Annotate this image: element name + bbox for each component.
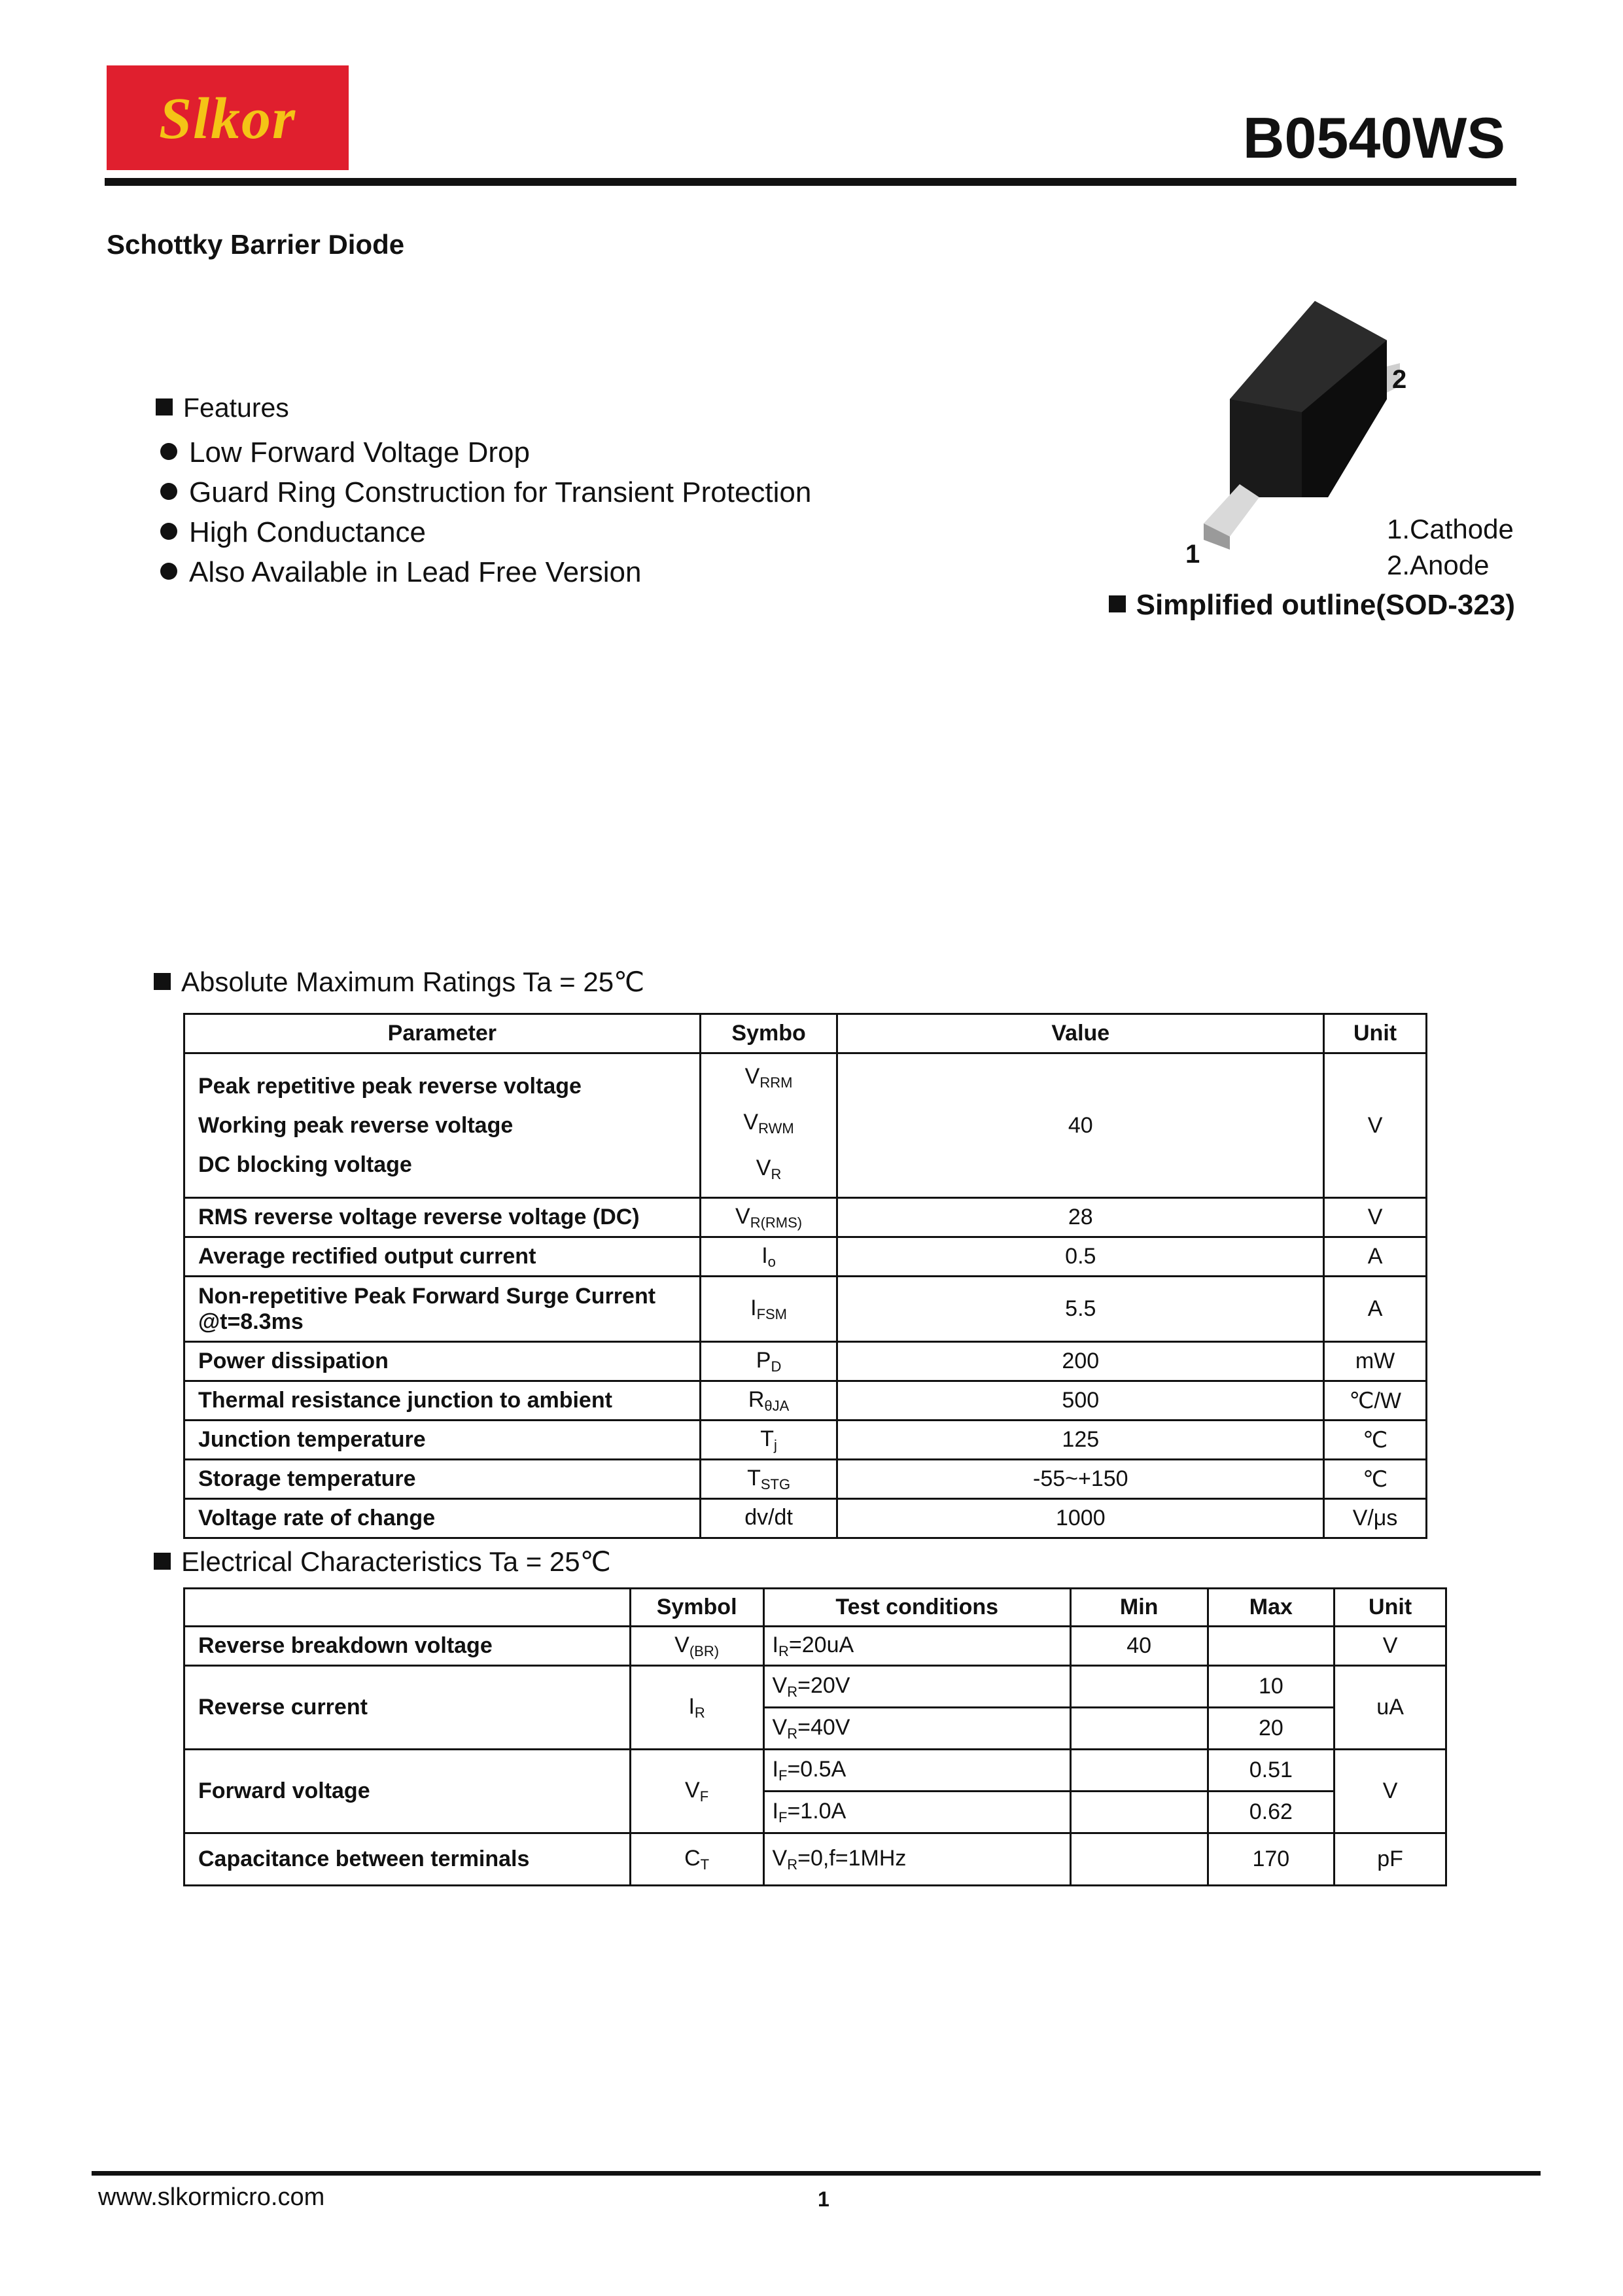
table-row [184, 1750, 1446, 1792]
abs-max-table [183, 1013, 1427, 1539]
max-cell: 20 [1208, 1708, 1335, 1750]
max-cell: 0.51 [1208, 1750, 1335, 1792]
table-row [184, 1666, 1446, 1708]
max-cell: 0.62 [1208, 1792, 1335, 1833]
value-cell: 0.5 [837, 1237, 1324, 1277]
pin2-label: 2 [1392, 365, 1407, 394]
max-cell: 10 [1208, 1666, 1335, 1708]
round-bullet-icon [160, 483, 177, 500]
value-cell: 28 [837, 1198, 1324, 1237]
value-cell: -55~+150 [837, 1460, 1324, 1499]
symbol-cell: $P_D$ [700, 1342, 837, 1381]
symbol-text: $V_{RRM}$ [744, 1064, 793, 1091]
header-rule [105, 178, 1516, 186]
sod323-package-icon [1191, 301, 1400, 563]
round-bullet-icon [160, 443, 177, 460]
parameter-cell: Forward voltage [184, 1750, 631, 1833]
page-number: 1 [818, 2187, 829, 2211]
parameter-cell: Reverse current [184, 1666, 631, 1750]
unit-cell: V [1335, 1627, 1446, 1666]
min-cell [1070, 1708, 1208, 1750]
document-subtitle: Schottky Barrier Diode [107, 229, 405, 260]
column-header: Value [837, 1014, 1324, 1053]
square-bullet-icon [1109, 595, 1126, 612]
table-header-row [184, 1589, 1446, 1627]
condition-cell: $I_R=20uA$ [763, 1627, 1070, 1666]
symbol-cell: $V_{(BR)}$ [630, 1627, 763, 1666]
unit-cell: pF [1335, 1833, 1446, 1886]
unit-cell: ℃/W [1324, 1381, 1427, 1421]
unit-cell: V [1324, 1198, 1427, 1237]
symbol-cell: $C_T$ [630, 1833, 763, 1886]
feature-text: High Conductance [189, 516, 427, 548]
column-header [184, 1589, 631, 1627]
feature-item [160, 476, 811, 509]
value-cell: 125 [837, 1421, 1324, 1460]
feature-text: Low Forward Voltage Drop [189, 436, 530, 468]
features-heading [156, 393, 289, 423]
symbol-cell: dv/dt [700, 1499, 837, 1538]
brand-logo-text: Slkor [158, 86, 297, 151]
parameter-cell: Power dissipation [184, 1342, 701, 1381]
unit-cell: V/μs [1324, 1499, 1427, 1538]
unit-cell: ℃ [1324, 1460, 1427, 1499]
symbol-cell: $I_{FSM}$ [700, 1277, 837, 1342]
table-row [184, 1342, 1427, 1381]
square-bullet-icon [156, 398, 173, 415]
symbol-cell: $T_j$ [700, 1421, 837, 1460]
elec-heading [154, 1545, 611, 1578]
parameter-text: Working peak reverse voltage [198, 1113, 514, 1138]
parameter-cell: Voltage rate of change [184, 1499, 701, 1538]
round-bullet-icon [160, 523, 177, 540]
feature-item [160, 516, 426, 549]
brand-logo [107, 65, 349, 170]
unit-cell: A [1324, 1237, 1427, 1277]
min-cell: 40 [1070, 1627, 1208, 1666]
parameter-cell: Junction temperature [184, 1421, 701, 1460]
column-header: Max [1208, 1589, 1335, 1627]
value-cell: 5.5 [837, 1277, 1324, 1342]
parameter-text: Peak repetitive peak reverse voltage [198, 1074, 582, 1099]
value-cell: 1000 [837, 1499, 1324, 1538]
condition-cell: $V_R=40V$ [763, 1708, 1070, 1750]
elec-heading-text: Electrical Characteristics Ta = 25℃ [181, 1546, 611, 1577]
unit-cell: V [1324, 1053, 1427, 1198]
value-cell: 500 [837, 1381, 1324, 1421]
table-row [184, 1460, 1427, 1499]
column-header: Unit [1335, 1589, 1446, 1627]
part-number: B0540WS [1242, 105, 1505, 170]
symbol-cell: $V_{R(RMS)}$ [700, 1198, 837, 1237]
parameter-text: @t=8.3ms [198, 1309, 304, 1334]
pin1-description: 1.Cathode [1387, 514, 1514, 544]
min-cell [1070, 1792, 1208, 1833]
feature-text: Also Available in Lead Free Version [189, 556, 642, 588]
column-header: Symbo [700, 1014, 837, 1053]
min-cell [1070, 1666, 1208, 1708]
elec-table [183, 1587, 1447, 1886]
table-row [184, 1499, 1427, 1538]
table-header-row [184, 1014, 1427, 1053]
symbol-cell: $I_R$ [630, 1666, 763, 1750]
min-cell [1070, 1833, 1208, 1886]
unit-cell: mW [1324, 1342, 1427, 1381]
table-row [184, 1381, 1427, 1421]
unit-cell: ℃ [1324, 1421, 1427, 1460]
round-bullet-icon [160, 563, 177, 580]
parameter-cell: Average rectified output current [184, 1237, 701, 1277]
min-cell [1070, 1750, 1208, 1792]
column-header: Unit [1324, 1014, 1427, 1053]
condition-cell: $I_F=0.5A$ [763, 1750, 1070, 1792]
condition-cell: $I_F=1.0A$ [763, 1792, 1070, 1833]
parameter-cell: Reverse breakdown voltage [184, 1627, 631, 1666]
unit-cell: A [1324, 1277, 1427, 1342]
feature-item [160, 436, 530, 469]
square-bullet-icon [154, 973, 171, 990]
max-cell: 170 [1208, 1833, 1335, 1886]
condition-cell: $V_R=20V$ [763, 1666, 1070, 1708]
table-row [184, 1421, 1427, 1460]
symbol-cell: $V_F$ [630, 1750, 763, 1833]
outline-caption-text: Simplified outline(SOD-323) [1136, 589, 1515, 621]
outline-caption [1109, 589, 1515, 622]
parameter-text: DC blocking voltage [198, 1152, 412, 1177]
table-row [184, 1277, 1427, 1342]
pin2-description: 2.Anode [1387, 550, 1490, 580]
parameter-cell [184, 1053, 701, 1198]
footer-rule [92, 2171, 1541, 2176]
parameter-cell: Capacitance between terminals [184, 1833, 631, 1886]
pin1-label: 1 [1185, 540, 1200, 569]
table-row [184, 1198, 1427, 1237]
table-row [184, 1833, 1446, 1886]
feature-text: Guard Ring Construction for Transient Protection [189, 476, 812, 508]
column-header: Parameter [184, 1014, 701, 1053]
unit-cell: V [1335, 1750, 1446, 1833]
parameter-cell: Storage temperature [184, 1460, 701, 1499]
symbol-text: $V_{RWM}$ [743, 1110, 794, 1137]
features-heading-text: Features [183, 393, 289, 423]
parameter-text: Non-repetitive Peak Forward Surge Current [198, 1283, 656, 1309]
table-row [184, 1237, 1427, 1277]
parameter-cell: RMS reverse voltage reverse voltage (DC) [184, 1198, 701, 1237]
value-cell: 40 [837, 1053, 1324, 1198]
abs-max-heading [154, 966, 644, 998]
parameter-cell: Thermal resistance junction to ambient [184, 1381, 701, 1421]
table-row [184, 1627, 1446, 1666]
square-bullet-icon [154, 1553, 171, 1570]
condition-cell: $V_R=0,f=1MHz$ [763, 1833, 1070, 1886]
symbol-cell: $R_{\theta JA}$ [700, 1381, 837, 1421]
parameter-cell [184, 1277, 701, 1342]
symbol-cell: $T_{STG}$ [700, 1460, 837, 1499]
symbol-text: $V_R$ [756, 1156, 782, 1182]
column-header: Symbol [630, 1589, 763, 1627]
symbol-cell: $I_o$ [700, 1237, 837, 1277]
column-header: Test conditions [763, 1589, 1070, 1627]
symbol-cell [700, 1053, 837, 1198]
table-row [184, 1053, 1427, 1198]
abs-max-heading-text: Absolute Maximum Ratings Ta = 25℃ [181, 966, 645, 997]
feature-item [160, 556, 641, 589]
footer-url[interactable]: www.slkormicro.com [98, 2183, 325, 2211]
value-cell: 200 [837, 1342, 1324, 1381]
column-header: Min [1070, 1589, 1208, 1627]
max-cell [1208, 1627, 1335, 1666]
unit-cell: uA [1335, 1666, 1446, 1750]
